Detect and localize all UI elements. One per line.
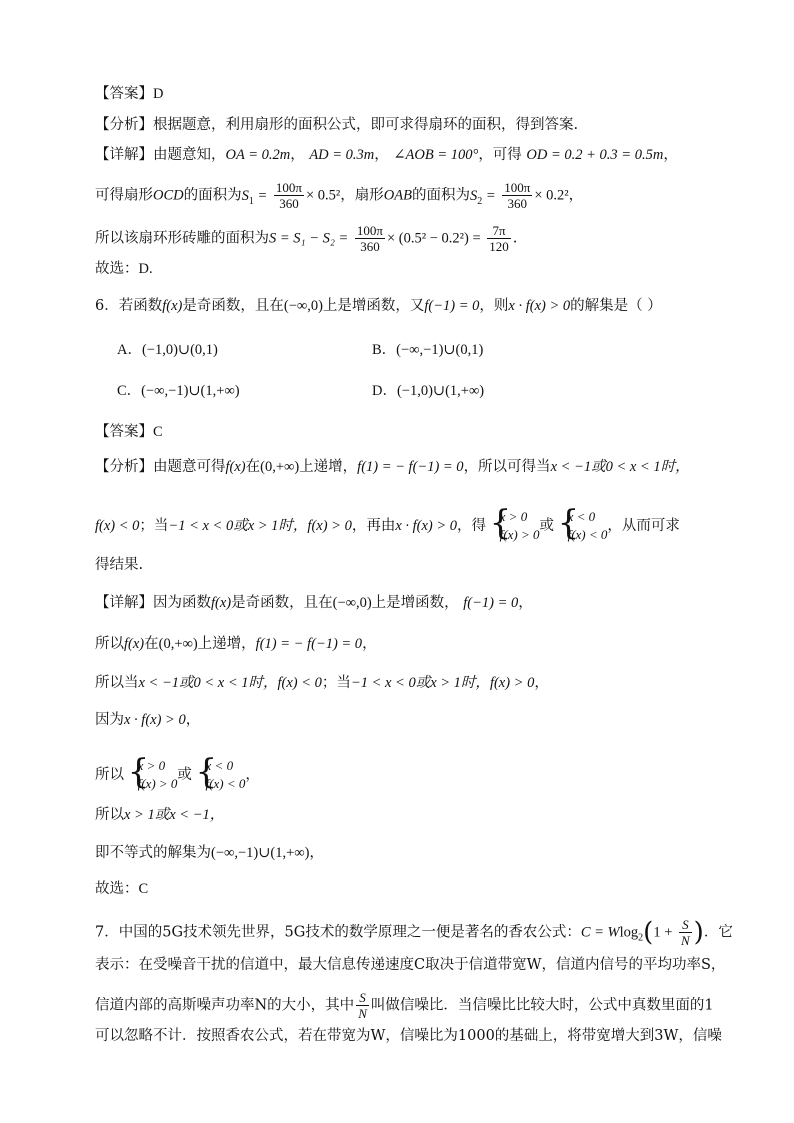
math: (−∞,0) <box>332 595 372 611</box>
text: 由题意知， <box>153 147 226 163</box>
denominator: 360 <box>507 196 528 211</box>
math: × (0.5² − 0.2²) = <box>387 230 481 247</box>
choice: C <box>138 881 149 897</box>
text: ， <box>245 767 260 783</box>
math: (−∞,−1)∪(1,+∞) <box>211 845 310 861</box>
q6-detail-line-2 <box>95 634 377 654</box>
math: f(x) < 0 <box>277 675 322 691</box>
math: x > 1或x < −1， <box>124 807 225 823</box>
denominator: N <box>681 933 690 948</box>
text: 所以 <box>95 636 124 652</box>
text: 由题意可得 <box>153 459 226 475</box>
text: ；当 <box>139 518 169 534</box>
q6-option-a[interactable] <box>117 340 218 360</box>
text: 上递增， <box>299 459 358 475</box>
text: 上是增函数， <box>371 595 459 611</box>
q5-answer: D <box>153 86 164 102</box>
q6-detail-line-6 <box>95 805 224 825</box>
text: 故选： <box>95 881 139 897</box>
text: 可以忽略不计．按照香农公式，若在带宽为W，信噪比为1000的基础上，将带宽增大到3W，信噪 <box>95 1028 722 1044</box>
text: 因为 <box>95 712 124 728</box>
math: f(1) = − f(−1) = 0 <box>255 636 363 652</box>
numerator: 100π <box>356 223 383 238</box>
detail-tag: 【详解】 <box>95 147 153 163</box>
math-s1: $S_1$ = <box>241 187 268 207</box>
math-angle-aob: ∠AOB = 100° <box>393 147 479 163</box>
text: 所以该扇环形砖雕的面积为 <box>95 230 269 247</box>
text: 所以当 <box>95 675 139 691</box>
numerator: S <box>679 917 692 933</box>
math: f(−1) = 0 <box>463 595 519 611</box>
analysis-tag: 【分析】 <box>95 117 153 133</box>
q6-option-b[interactable] <box>372 340 483 360</box>
text: 上是增函数，又 <box>322 298 425 314</box>
math: log <box>619 924 639 941</box>
math: f(x) <box>124 636 145 652</box>
row: { x < 0 <box>205 758 234 773</box>
q7-stem-line-4 <box>95 1026 722 1046</box>
q7-stem-line-2 <box>95 955 725 975</box>
text: 上递增， <box>197 636 256 652</box>
text: ， <box>362 636 377 652</box>
text: 信道内部的高斯噪声功率N的大小，其中 <box>95 997 355 1014</box>
paren-left: ( <box>643 917 654 948</box>
subscript: 2 <box>638 932 644 944</box>
math: (0,+∞) <box>158 636 198 652</box>
q7-stem-line-1 <box>95 917 733 948</box>
q6-analysis-line-1 <box>95 457 690 477</box>
option-text: A．(−1,0)∪(0,1) <box>117 342 218 358</box>
math: f(x) <box>211 595 232 611</box>
math: f(x) <box>225 459 246 475</box>
row: { x > 0 <box>499 509 528 524</box>
math: f(1) = − f(−1) = 0 <box>357 459 464 475</box>
q6-detail-line-3 <box>95 673 549 693</box>
text: 得结果. <box>95 557 144 573</box>
math: × 0.5² <box>305 187 341 204</box>
text: 或 <box>539 518 554 534</box>
fraction-7pi-120 <box>487 223 511 254</box>
paren-right: ) <box>693 917 704 948</box>
answer-tag: 【答案】 <box>95 86 153 102</box>
text: 的面积为 <box>411 187 470 204</box>
text: 叫做信噪比．当信噪比比较大时，公式中真数里面的1 <box>370 997 714 1014</box>
q5-analysis-line <box>95 115 578 135</box>
math: x · f(x) > 0 <box>124 712 186 728</box>
text: 是奇函数，且在 <box>182 298 284 314</box>
q5-conclusion <box>95 259 153 279</box>
math: (0,+∞) <box>260 459 300 475</box>
q5-answer-line <box>95 84 163 104</box>
option-text: B．(−∞,−1)∪(0,1) <box>372 342 484 358</box>
math: f(x) <box>162 298 183 314</box>
math: x · f(x) > 0 <box>395 518 458 534</box>
math: x · f(x) > 0 <box>508 298 571 314</box>
math: f(x) > 0 <box>307 518 352 534</box>
q6-detail-line-1: 【详解】因为函数f(x)是奇函数，且在(−∞,0)上是增函数， f(−1) = 0， <box>95 595 533 611</box>
option-text: D．(−1,0)∪(1,+∞) <box>372 383 485 399</box>
q6-conclusion <box>95 879 148 899</box>
math: f(x) > 0 <box>489 675 535 691</box>
fraction-100pi-360 <box>502 180 532 211</box>
numerator: 7π <box>487 223 511 239</box>
math: 1 + <box>653 924 673 941</box>
q7-stem-line-3 <box>95 990 714 1021</box>
text: ．它 <box>703 924 733 941</box>
q6-analysis-line-2 <box>95 508 680 544</box>
q6-option-d[interactable] <box>372 381 484 401</box>
denominator: 120 <box>489 239 509 254</box>
text: ，再由 <box>351 518 396 534</box>
text: 因为函数 <box>153 595 211 611</box>
math: (−∞,0) <box>283 298 323 314</box>
math: C = W <box>580 924 620 941</box>
text: ，扇形 <box>340 187 384 204</box>
equation-system-negative <box>559 508 608 544</box>
row: f(x) > 0 <box>137 776 178 791</box>
math: −1 < x < 0或x > 1时， <box>168 518 308 534</box>
text: ；当 <box>321 675 351 691</box>
answer-tag: 【答案】 <box>95 424 153 440</box>
q6-detail-line-7 <box>95 843 324 863</box>
equation-system-positive <box>129 757 178 793</box>
math-s2: $S_2$ = <box>469 187 496 207</box>
q6-analysis-line-3 <box>95 555 143 575</box>
q6-stem <box>95 296 662 316</box>
text: ，可得 <box>478 147 522 163</box>
text: 或 <box>177 767 192 783</box>
fraction-100pi-360 <box>274 180 304 211</box>
math: × 0.2² <box>534 187 569 204</box>
q6-answer-line <box>95 422 163 442</box>
text: ，得 <box>457 518 487 534</box>
denominator: N <box>358 1006 367 1021</box>
row: f(x) < 0 <box>567 527 608 542</box>
text: ，从而可求 <box>607 518 680 534</box>
q6-answer: C <box>153 424 163 440</box>
analysis-tag: 【分析】 <box>95 459 153 475</box>
text: ， <box>309 845 324 861</box>
text: ，所以可得当 <box>463 459 551 475</box>
numerator: 100π <box>504 180 531 195</box>
text: 的面积为 <box>183 187 242 204</box>
math-oa: OA = 0.2m <box>225 147 291 163</box>
equation-system-positive <box>491 508 540 544</box>
text: 的解集是（ ） <box>570 298 662 314</box>
row: f(x) < 0 <box>205 776 246 791</box>
q5-analysis-text: 根据题意，利用扇形的面积公式，即可求得扇环的面积，得到答案. <box>153 117 579 133</box>
math: −1 < x < 0或x > 1时， <box>350 675 490 691</box>
text: 7．中国的5G技术领先世界，5G技术的数学原理之一便是著名的香农公式： <box>95 924 581 941</box>
math: f(−1) = 0 <box>424 298 480 314</box>
text: ， <box>534 675 549 691</box>
equation-system-negative <box>197 757 246 793</box>
text: ， <box>185 712 201 728</box>
fraction-100pi-360 <box>355 223 385 254</box>
text: 是奇函数，且在 <box>231 595 333 611</box>
numerator: S <box>356 990 369 1006</box>
text: 在 <box>144 636 159 652</box>
text: 即不等式的解集为 <box>95 845 211 861</box>
math-ad: AD = 0.3m <box>309 147 375 163</box>
text: 所以 <box>95 767 124 783</box>
q5-detail-line-1: 【详解】由题意知，OA = 0.2m， AD = 0.3m， ∠AOB = 100°，可得 OD = 0.2 + 0.3 = 0.5m， <box>95 147 678 163</box>
text: 所以 <box>95 807 124 823</box>
math: f(x) < 0 <box>95 518 140 534</box>
text: 6．若函数 <box>95 298 163 314</box>
text: 可得扇形 <box>95 187 153 204</box>
choice: D. <box>138 261 153 277</box>
row: f(x) > 0 <box>499 527 540 542</box>
math: x < −1或0 < x < 1时， <box>138 675 278 691</box>
text: 故选： <box>95 261 139 277</box>
option-text: C．(−∞,−1)∪(1,+∞) <box>117 383 240 399</box>
q6-detail-line-5 <box>95 757 260 793</box>
text: ，则 <box>479 298 509 314</box>
text: 在 <box>245 459 261 475</box>
q5-detail-line-2: 可得扇形OCD的面积为$S_1$ = $\frac{100\pi}{360}$ × 0.5²，扇形OAB的面积为$S_2$ = $\frac{100\pi}{360}$ × 0.2²， <box>95 180 584 211</box>
fraction-s-over-n <box>356 990 369 1021</box>
math: S = S₁ − S₂ = <box>269 230 349 247</box>
detail-tag: 【详解】 <box>95 595 153 611</box>
fraction-s-over-n <box>679 917 692 948</box>
numerator: 100π <box>275 180 302 195</box>
text: 表示：在受噪音干扰的信道中，最大信息传递速度C取决于信道带宽W，信道内信号的平均功率S， <box>95 957 726 973</box>
q6-detail-line-4 <box>95 710 200 730</box>
row: { x < 0 <box>567 509 596 524</box>
denominator: 360 <box>360 239 380 254</box>
math-oab: OAB <box>383 187 412 204</box>
math: x < −1或0 < x < 1时， <box>550 459 690 475</box>
math-od: OD = 0.2 + 0.3 = 0.5m <box>526 147 664 163</box>
row: { x > 0 <box>137 758 166 773</box>
q6-option-c[interactable] <box>117 381 240 401</box>
q5-detail-line-3: 所以该扇环形砖雕的面积为S = S₁ − S₂ = $\frac{100\pi}{360}$ × (0.5² − 0.2²) = $\frac{7\pi}{120}$ . <box>95 223 518 254</box>
math-ocd: OCD <box>153 187 184 204</box>
denominator: 360 <box>279 196 299 211</box>
